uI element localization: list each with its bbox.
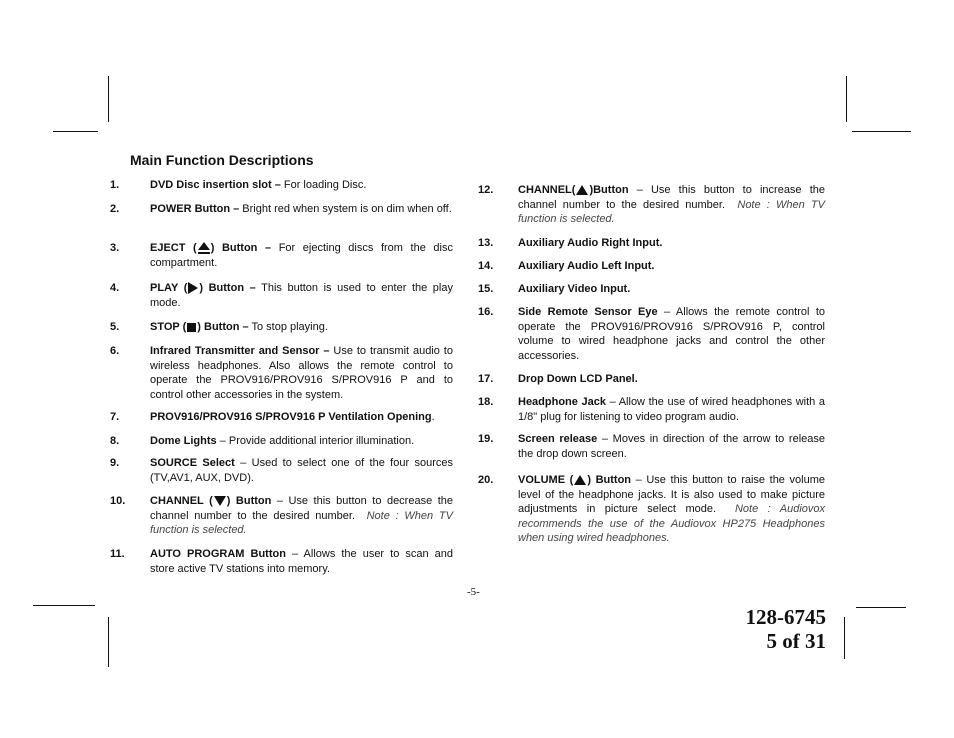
section-heading: Main Function Descriptions <box>130 152 314 168</box>
crop-mark <box>108 76 109 122</box>
crop-mark <box>852 131 911 132</box>
crop-mark <box>856 607 906 608</box>
list-item: 11. AUTO PROGRAM Button – Allows the user to scan and store active TV stations into memory. <box>110 548 453 575</box>
list-item: 17. Drop Down LCD Panel. <box>478 373 638 385</box>
crop-mark <box>108 617 109 667</box>
page-number: -5- <box>467 586 480 598</box>
document-number-block <box>746 605 827 653</box>
list-item: 8. Dome Lights – Provide additional interior illumination. <box>110 435 415 447</box>
crop-mark <box>844 617 845 659</box>
list-item: 19. Screen release – Moves in direction of the arrow to release the drop down screen. <box>478 433 825 460</box>
crop-mark <box>33 605 95 606</box>
list-item: 13. Auxiliary Audio Right Input. <box>478 237 663 249</box>
channel-up-icon <box>576 185 588 195</box>
eject-icon <box>198 242 210 255</box>
list-item: 20. VOLUME ( ) Button – Use this button to raise the volume level of the headphone jacks. It is also used to make picture adjustments in picture select mode. Note : Audiovox recommends the use of the Audiovox HP275 Headphones when using wired headphones. <box>478 474 826 545</box>
list-item: 10. CHANNEL ( ) Button – Use this button to decrease the channel number to the desired number. Note : When TV function is selected. <box>110 495 453 537</box>
list-item: 14. Auxiliary Audio Left Input. <box>478 260 655 272</box>
list-item: 9. SOURCE Select – Used to select one of the four sources (TV,AV1, AUX, DVD). <box>110 457 453 484</box>
crop-mark <box>53 131 98 132</box>
list-item: 12. CHANNEL( )Button – Use this button to increase the channel number to the desired number. Note : When TV function is selected. <box>478 184 825 226</box>
list-item: 1. DVD Disc insertion slot – For loading Disc. <box>110 179 367 191</box>
list-item: 7. PROV916/PROV916 S/PROV916 P Ventilation Opening. <box>110 411 435 423</box>
channel-down-icon <box>214 496 226 506</box>
play-icon <box>188 282 198 294</box>
volume-up-icon <box>574 475 586 485</box>
list-item: 5. STOP ( ) Button – To stop playing. <box>110 321 328 333</box>
list-item: 15. Auxiliary Video Input. <box>478 283 631 295</box>
crop-mark <box>846 76 847 122</box>
list-item: 18. Headphone Jack – Allow the use of wired headphones with a 1/8" plug for listening to video program audio. <box>478 396 826 423</box>
list-item: 3. EJECT ( ) Button – For ejecting discs from the disc compartment. <box>110 242 453 269</box>
list-item: 2. POWER Button – Bright red when system is on dim when off. <box>110 203 452 215</box>
list-item: 16. Side Remote Sensor Eye – Allows the remote control to operate the PROV916/PROV916 S/PROV916 P, control volume to wired headphone jacks and control the other accessories. <box>478 306 825 362</box>
stop-icon <box>187 323 196 332</box>
list-item: 6. Infrared Transmitter and Sensor – Use to transmit audio to wireless headphones. Also allows the remote control to operate the PROV916/PROV916 S/PROV916 P and to control other accessories in the system. <box>110 345 453 401</box>
list-item: 4. PLAY ( ) Button – This button is used to enter the play mode. <box>110 282 453 309</box>
document-number: 128-6745 <box>745 605 826 629</box>
page-count: 5 of 31 <box>766 629 826 653</box>
